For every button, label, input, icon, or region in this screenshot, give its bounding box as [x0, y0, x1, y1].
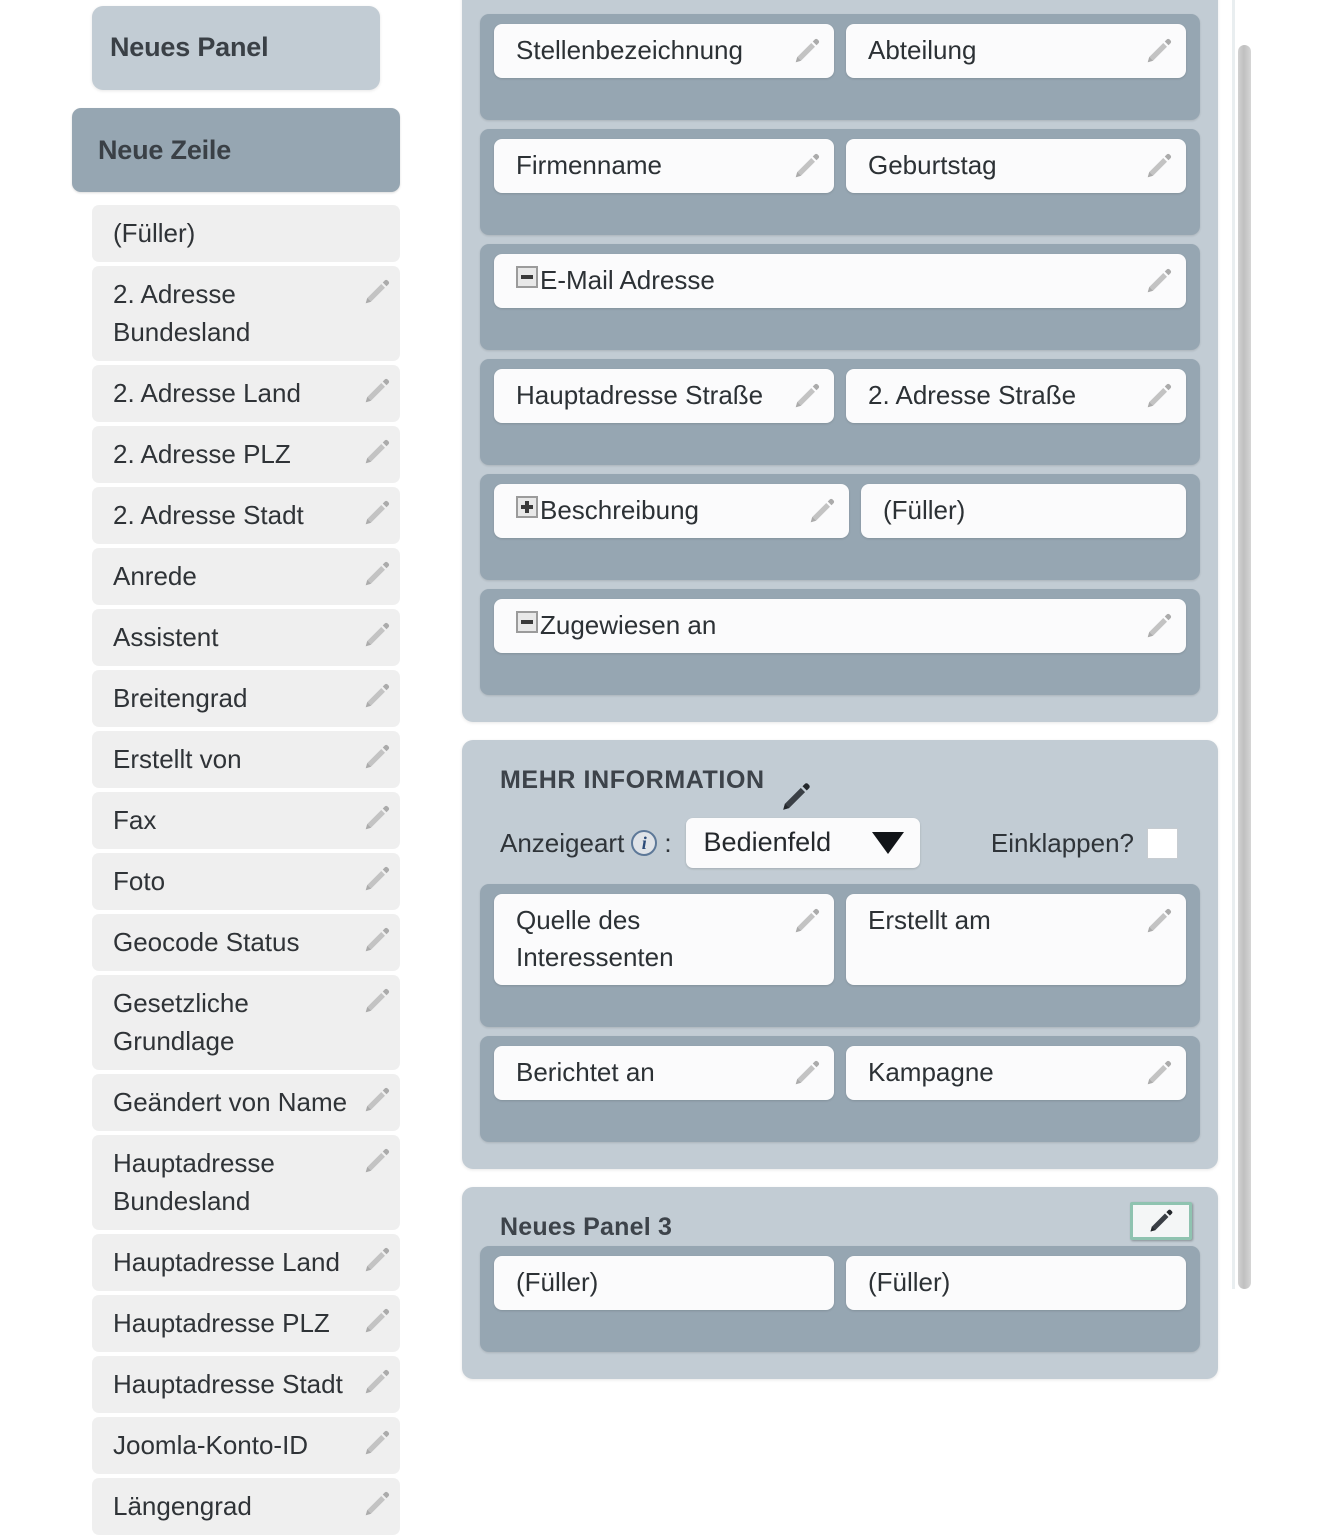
field-cell[interactable]: [846, 1046, 1186, 1100]
field-cell[interactable]: [494, 139, 834, 193]
field-cell-label: (Füller): [868, 1267, 951, 1297]
pencil-icon[interactable]: [792, 906, 822, 936]
pencil-icon[interactable]: [362, 681, 392, 711]
pencil-icon[interactable]: [362, 864, 392, 894]
field-cell-label: Stellenbezeichnung: [516, 35, 743, 65]
field-cell-label: Quelle des Interessenten: [516, 905, 674, 972]
field-list-item-label: Foto: [113, 866, 166, 896]
field-list-item-label: 2. Adresse Bundesland: [113, 279, 251, 347]
field-cell-label: (Füller): [883, 495, 966, 525]
field-cell-label: Abteilung: [868, 35, 977, 65]
field-cell-label: 2. Adresse Straße: [868, 380, 1077, 410]
field-list-item[interactable]: [92, 548, 400, 605]
field-list-item-label: Hauptadresse Land: [113, 1247, 340, 1277]
field-cell-label: Zugewiesen an: [540, 610, 717, 640]
field-list-item[interactable]: [92, 914, 400, 971]
collapse-label: Einklappen?: [990, 827, 1134, 858]
label-separator: :: [664, 827, 672, 858]
field-cell-label: Erstellt am: [868, 905, 991, 935]
field-cell[interactable]: [494, 1256, 834, 1310]
field-list-item[interactable]: [92, 1074, 400, 1131]
chevron-down-icon[interactable]: [872, 832, 904, 854]
new-panel-label: Neues Panel: [110, 31, 269, 62]
available-fields-list: [70, 205, 402, 1535]
field-list-item[interactable]: [92, 1234, 400, 1291]
field-list-item-label: 2. Adresse Land: [113, 378, 301, 408]
field-cell[interactable]: [494, 484, 849, 538]
pencil-icon[interactable]: [362, 277, 392, 307]
collapse-icon[interactable]: [516, 611, 538, 633]
sidebar-scrollbar-track[interactable]: [408, 0, 426, 1289]
layout-row[interactable]: [480, 1036, 1200, 1142]
pencil-icon[interactable]: [362, 1489, 392, 1519]
pencil-icon[interactable]: [362, 742, 392, 772]
pencil-icon[interactable]: [362, 986, 392, 1016]
field-cell-label: Geburtstag: [868, 150, 997, 180]
field-cell-label: (Füller): [516, 1267, 599, 1297]
layout-panel[interactable]: [462, 740, 1218, 1169]
main-scrollbar-thumb[interactable]: [1238, 45, 1251, 1289]
field-list-item[interactable]: [92, 1417, 400, 1474]
field-cell[interactable]: [846, 369, 1186, 423]
pencil-icon[interactable]: [1144, 1058, 1174, 1088]
display-type-selected-value: Bedienfeld: [703, 827, 832, 857]
panel-title: Neues Panel 3: [500, 1213, 673, 1241]
pencil-icon[interactable]: [362, 620, 392, 650]
field-list-item[interactable]: [92, 792, 400, 849]
collapse-icon[interactable]: [516, 266, 538, 288]
field-list-item[interactable]: [92, 609, 400, 666]
pencil-icon[interactable]: [362, 1367, 392, 1397]
collapse-option: [991, 828, 1196, 859]
display-type-label: [500, 828, 672, 859]
field-cell[interactable]: [494, 1046, 834, 1100]
field-list-item[interactable]: [92, 266, 400, 361]
info-icon[interactable]: i: [631, 830, 657, 856]
pencil-icon[interactable]: [1144, 611, 1174, 641]
layout-row[interactable]: [480, 14, 1200, 120]
field-cell-label: Kampagne: [868, 1057, 994, 1087]
pencil-icon[interactable]: [792, 1058, 822, 1088]
field-list-item-label: Breitengrad: [113, 683, 248, 713]
field-list-item[interactable]: [92, 365, 400, 422]
field-list-item[interactable]: [92, 205, 400, 262]
layout-panel[interactable]: [462, 0, 1218, 722]
layout-row[interactable]: [480, 359, 1200, 465]
pencil-icon[interactable]: [1144, 906, 1174, 936]
layout-row[interactable]: [480, 244, 1200, 350]
field-list-item-label: Erstellt von: [113, 744, 242, 774]
field-cell[interactable]: [846, 139, 1186, 193]
pencil-icon[interactable]: [362, 1245, 392, 1275]
field-cell-label: Beschreibung: [540, 495, 699, 525]
field-list-item-label: Anrede: [113, 561, 197, 591]
field-list-item-label: 2. Adresse PLZ: [113, 439, 291, 469]
new-panel-button[interactable]: [92, 6, 380, 90]
field-list-item-label: Hauptadresse PLZ: [113, 1308, 330, 1338]
collapse-checkbox[interactable]: [1147, 828, 1178, 859]
new-row-label: Neue Zeile: [98, 134, 232, 165]
new-row-button[interactable]: [72, 108, 400, 192]
field-list-item-label: Assistent: [113, 622, 219, 652]
pencil-icon[interactable]: [1144, 381, 1174, 411]
layout-row[interactable]: [480, 884, 1200, 1027]
field-cell-label: Berichtet an: [516, 1057, 655, 1087]
field-list-item-label: Gesetzliche Grundlage: [113, 988, 249, 1056]
pencil-icon[interactable]: [362, 925, 392, 955]
layout-row[interactable]: [480, 129, 1200, 235]
pencil-icon[interactable]: [362, 803, 392, 833]
field-list-item[interactable]: [92, 426, 400, 483]
pencil-icon[interactable]: [362, 437, 392, 467]
display-type-label-text: Anzeigeart: [500, 827, 625, 858]
expand-icon[interactable]: [516, 496, 538, 518]
field-list-item[interactable]: [92, 487, 400, 544]
field-list-item-label: Hauptadresse Bundesland: [113, 1148, 275, 1216]
field-list-item-label: Geändert von Name: [113, 1087, 348, 1117]
field-list-item[interactable]: [92, 853, 400, 910]
edit-panel-button[interactable]: [1130, 1202, 1192, 1240]
field-list-item-label: Längengrad: [113, 1491, 252, 1521]
field-cell[interactable]: [846, 1256, 1186, 1310]
field-list-item-label: Joomla-Konto-ID: [113, 1430, 309, 1460]
field-cell[interactable]: [861, 484, 1186, 538]
layout-canvas: [440, 0, 1240, 1297]
field-cell-label: Hauptadresse Straße: [516, 380, 764, 410]
pencil-icon[interactable]: [362, 559, 392, 589]
pencil-icon[interactable]: [362, 498, 392, 528]
field-palette-sidebar: [70, 0, 402, 1521]
panel-controls: [480, 814, 1200, 884]
layout-row[interactable]: [480, 589, 1200, 695]
layout-row[interactable]: [480, 474, 1200, 580]
field-list-item[interactable]: [92, 670, 400, 727]
pencil-icon[interactable]: [792, 151, 822, 181]
field-list-item[interactable]: [92, 1478, 400, 1535]
pencil-icon[interactable]: [1144, 266, 1174, 296]
field-list-item[interactable]: [92, 1135, 400, 1230]
pencil-icon[interactable]: [1144, 151, 1174, 181]
pencil-icon[interactable]: [362, 1428, 392, 1458]
pencil-icon[interactable]: [362, 1306, 392, 1336]
field-cell[interactable]: [846, 24, 1186, 78]
pencil-icon[interactable]: [362, 1146, 392, 1176]
field-list-item-label: (Füller): [113, 218, 196, 248]
pencil-icon[interactable]: [792, 381, 822, 411]
panel-header: [480, 1203, 1200, 1246]
pencil-icon[interactable]: [362, 1085, 392, 1115]
edit-panel-title-icon[interactable]: [779, 780, 809, 810]
field-cell[interactable]: [494, 894, 834, 985]
field-list-item[interactable]: [92, 1295, 400, 1352]
field-cell[interactable]: [846, 894, 1186, 985]
pencil-icon[interactable]: [792, 36, 822, 66]
field-list-item-label: Geocode Status: [113, 927, 300, 957]
panel-header: [480, 756, 1200, 814]
pencil-icon[interactable]: [807, 496, 837, 526]
field-cell[interactable]: [494, 369, 834, 423]
field-cell[interactable]: [494, 599, 1186, 653]
field-cell-label: Firmenname: [516, 150, 662, 180]
field-list-item[interactable]: [92, 1356, 400, 1413]
field-cell[interactable]: [494, 24, 834, 78]
field-list-item-label: Fax: [113, 805, 157, 835]
display-type-select[interactable]: [686, 818, 920, 868]
field-list-item[interactable]: [92, 975, 400, 1070]
field-list-item-label: 2. Adresse Stadt: [113, 500, 304, 530]
pencil-icon[interactable]: [1144, 36, 1174, 66]
field-cell-label: E-Mail Adresse: [540, 265, 715, 295]
layout-row[interactable]: [480, 1246, 1200, 1352]
pencil-icon[interactable]: [362, 376, 392, 406]
field-list-item[interactable]: [92, 731, 400, 788]
canvas-right-edge: [1232, 0, 1235, 1289]
field-list-item-label: Hauptadresse Stadt: [113, 1369, 343, 1399]
layout-panel[interactable]: [462, 1187, 1218, 1379]
field-cell[interactable]: [494, 254, 1186, 308]
panel-title: MEHR INFORMATION: [500, 766, 765, 794]
